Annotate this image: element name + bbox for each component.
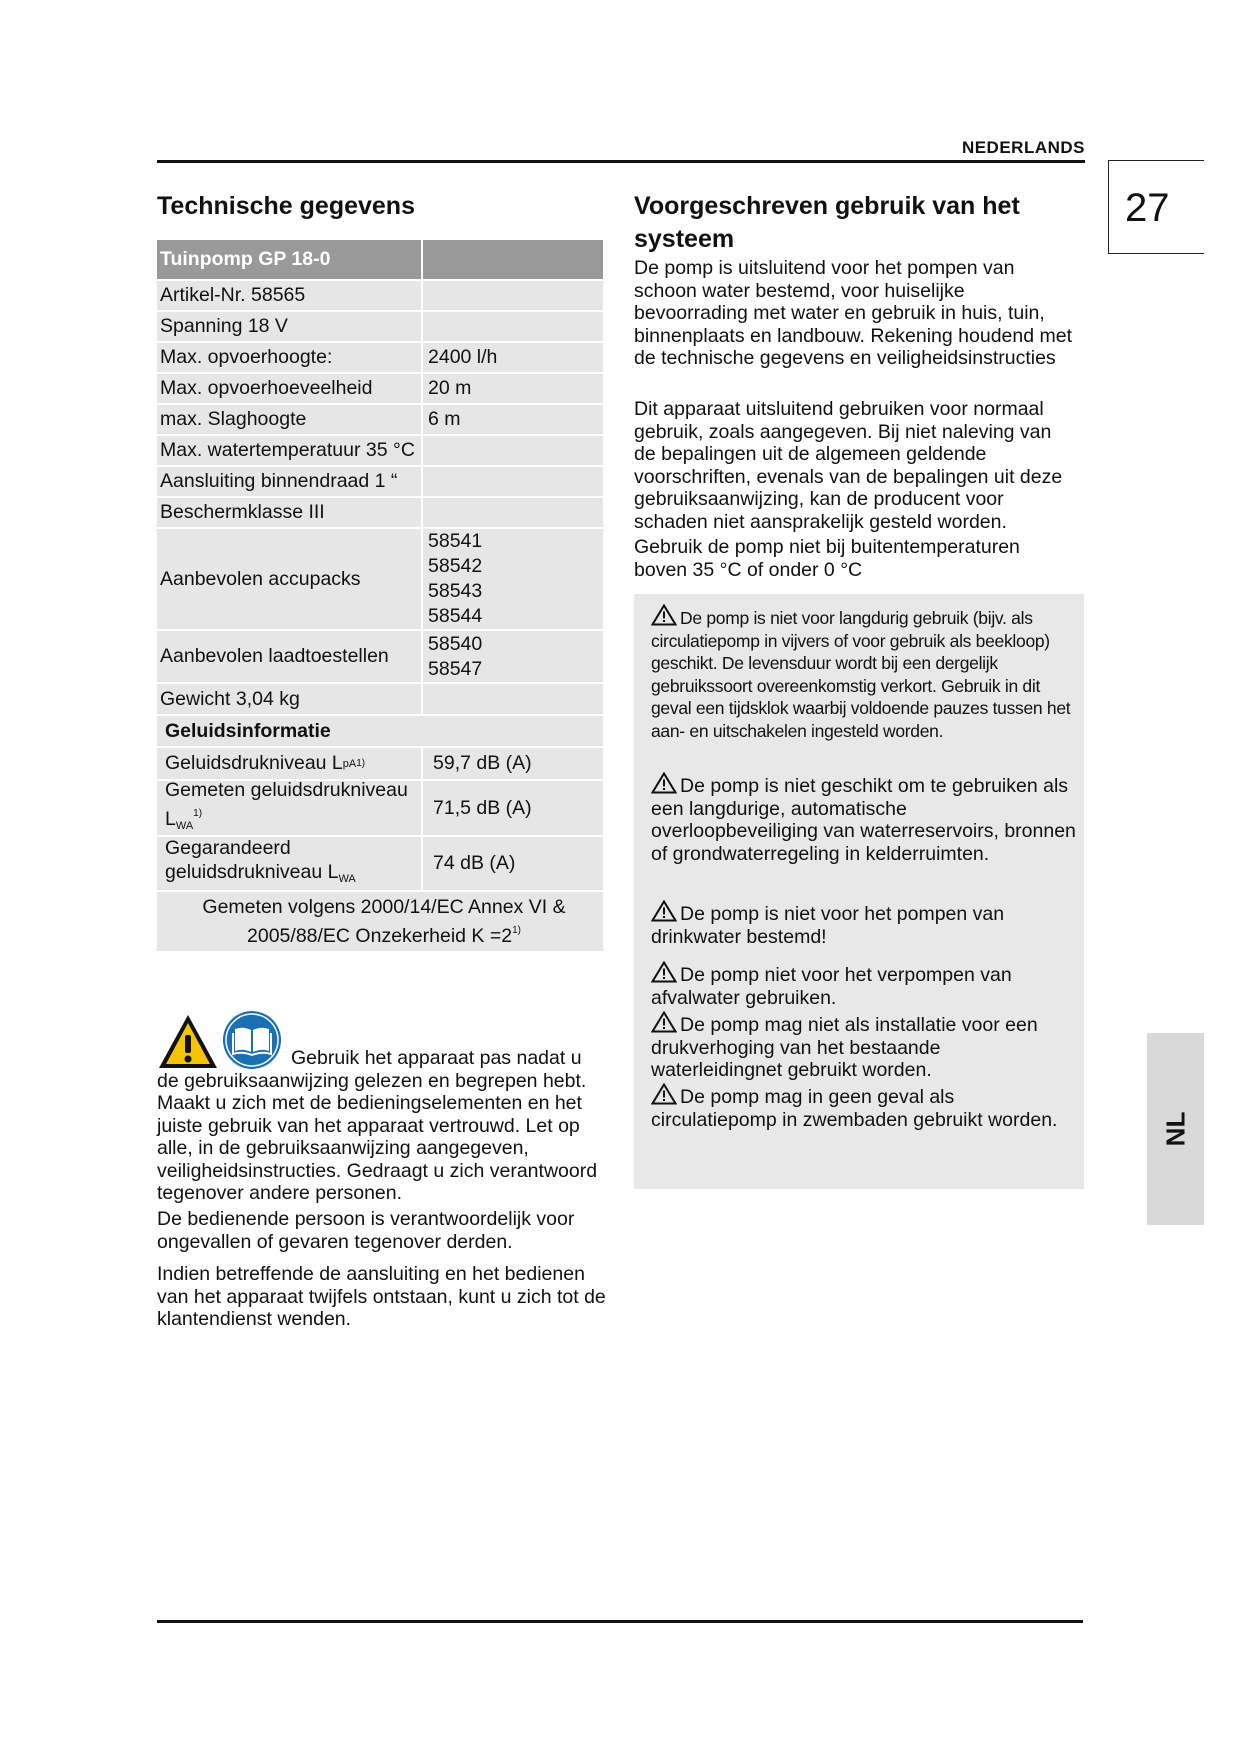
liability-paragraph: Dit apparaat uitsluitend gebruiken voor normaal gebruik, zoals aangegeven. Bij niet naleving van de bepalingen uit de algemeen geldende voorschriften, evenals van de bepalingen uit deze gebruiksaanwijzing, kan de producent voor schaden niet aansprakelijk gesteld worden. (634, 398, 1063, 533)
subscript: pA (342, 757, 357, 770)
table-row (157, 436, 603, 467)
usage-paragraph (157, 1047, 607, 1205)
footnote-marker: 1) (356, 758, 366, 769)
table-header-empty (421, 240, 603, 279)
table-row (157, 781, 603, 837)
usage-rest: de gebruiksaanwijzing gelezen en begrepen hebt. Maakt u zich met de bedieningselementen en het juiste gebruik van het apparaat vertrouwd. Let op alle, in de gebruiksaanwijzing aangegeven, veiligheidsinstructies. Gedraagt u zich verantwoord tegenover andere personen. (157, 1069, 598, 1204)
row-value: 59,7 dB (A) (421, 748, 603, 779)
usage-lead: Gebruik het apparaat pas nadat u (291, 1047, 582, 1069)
accupack-number: 58544 (428, 605, 483, 627)
row-label: Aanbevolen accupacks (160, 567, 361, 590)
notice-text: De pomp is niet voor langdurig gebruik (bijv. als circulatiepomp in vijvers of voor gebruik als beekloop) geschikt. De levensduur wordt bij een dergelijk gebruikssoort overeenkomstig verkort. Gebruik in dit geval een tijdsklok waarbij voldoende pauzes tussen het aan- en uitschakelen ingesteld worden. (651, 608, 1071, 741)
table-row (157, 467, 603, 498)
row-label: Aansluiting binnendraad 1 “ (160, 470, 398, 492)
subscript: WA (338, 873, 356, 885)
notice-text: De pomp mag in geen geval als circulatiepomp in zwembaden gebruikt worden. (651, 1086, 1058, 1131)
accupack-number: 58543 (428, 580, 483, 602)
notice-item (651, 961, 1076, 1009)
row-label: Aanbevolen laadtoestellen (160, 645, 389, 667)
table-row (157, 748, 603, 781)
customer-service-paragraph: Indien betreffende de aansluiting en het bedienen van het apparaat twijfels ontstaan, kunt u zich tot de klantendienst wenden. (157, 1263, 606, 1330)
row-label (157, 748, 421, 779)
charger-number: 58547 (428, 657, 483, 680)
notice-text: De pomp is niet geschikt om te gebruiken als een langdurige, automatische overloopbeveiliging van waterreservoirs, bronnen of grondwaterregeling in kelderruimten. (651, 775, 1076, 865)
intended-use-paragraph: De pomp is uitsluitend voor het pompen van schoon water bestemd, voor huiselijke bevoorrading met water en gebruik in huis, tuin, binnenplaats en landbouw. Rekening houdend met de technische gegevens en veiligheidsinstructies (634, 257, 1073, 369)
notice-text: De pomp mag niet als installatie voor een drukverhoging van het bestaande waterleidingnet gebruikt worden. (651, 1014, 1038, 1081)
notice-item (651, 1083, 1076, 1131)
table-footnote-row (157, 892, 603, 951)
guaranteed-level-label: Gegarandeerd (165, 837, 291, 859)
warning-triangle-icon (651, 1011, 677, 1033)
side-tab-label: NL (1160, 1111, 1190, 1147)
warning-triangle-icon (651, 772, 677, 794)
row-value: 2400 l/h (421, 343, 603, 372)
subscript: WA (175, 820, 194, 832)
row-label: max. Slaghoogte (160, 408, 307, 430)
warning-notice-box (634, 594, 1084, 1189)
table-row (157, 281, 603, 312)
table-row (157, 405, 603, 436)
row-value: 6 m (421, 405, 603, 434)
table-row (157, 312, 603, 343)
footnote-line2: 2005/88/EC Onzekerheid K =2 (247, 925, 513, 947)
accupack-number: 58542 (428, 555, 483, 577)
accupack-number: 58541 (428, 530, 483, 552)
warning-triangle-icon (651, 900, 677, 922)
page-number: 27 (1125, 186, 1170, 230)
row-value (421, 498, 603, 527)
table-row (157, 374, 603, 405)
table-row (157, 498, 603, 529)
table-row (157, 529, 603, 631)
technical-data-heading: Technische gegevens (157, 192, 415, 220)
row-value (421, 467, 603, 496)
row-label: Gewicht 3,04 kg (160, 687, 300, 710)
charger-list (421, 631, 603, 682)
footnote (157, 892, 603, 951)
language-header: NEDERLANDS (961, 138, 1085, 157)
row-label: Max. opvoerhoogte: (160, 346, 333, 368)
footnote-marker: 1) (193, 808, 203, 819)
table-row (157, 343, 603, 374)
row-value: 20 m (421, 374, 603, 403)
row-label: Max. watertemperatuur 35 °C (160, 439, 415, 461)
notice-text: De pomp is niet voor het pompen van drinkwater bestemd! (651, 903, 1005, 948)
row-value (421, 312, 603, 341)
sound-info-heading: Geluidsinformatie (165, 719, 331, 742)
table-title: Tuinpomp GP 18-0 (157, 240, 421, 279)
responsibility-paragraph: De bedienende persoon is verantwoordelijk voor ongevallen of gevaren tegenover derden. (157, 1208, 575, 1253)
row-label: Max. opvoerhoeveelheid (160, 377, 373, 399)
footnote-line1: Gemeten volgens 2000/14/EC Annex VI & (202, 896, 566, 918)
warning-triangle-icon (651, 604, 677, 626)
notice-item (651, 772, 1076, 865)
row-label: Spanning 18 V (160, 315, 288, 337)
row-value: 71,5 dB (A) (421, 781, 603, 835)
warning-triangle-icon (651, 1083, 677, 1105)
notice-item (651, 604, 1076, 742)
table-row (157, 837, 603, 892)
notice-item (651, 900, 1076, 948)
table-row (157, 716, 603, 748)
warning-triangle-icon (651, 961, 677, 983)
measured-level-label: Gemeten geluidsdrukniveau (165, 779, 408, 801)
row-value: 74 dB (A) (421, 837, 603, 890)
accupack-list (421, 529, 603, 629)
row-label (157, 837, 421, 890)
row-value (421, 684, 603, 714)
row-value (421, 281, 603, 310)
table-row (157, 684, 603, 716)
table-row (157, 631, 603, 684)
measured-level-label2: L (165, 808, 176, 830)
sound-pressure-label: Geluidsdrukniveau L (165, 752, 343, 774)
notice-item (651, 1011, 1076, 1082)
charger-number: 58540 (428, 632, 483, 655)
language-side-tab (1147, 1033, 1204, 1225)
top-rule (157, 160, 1085, 163)
temperature-paragraph: Gebruik de pomp niet bij buitentemperaturen boven 35 °C of onder 0 °C (634, 536, 1020, 581)
guaranteed-level-label2: geluidsdrukniveau L (165, 861, 339, 883)
notice-text: De pomp niet voor het verpompen van afvalwater gebruiken. (651, 964, 1012, 1009)
intended-use-heading: Voorgeschreven gebruik van het systeem (634, 192, 1020, 253)
row-label: Beschermklasse III (160, 501, 325, 523)
table-header-row (157, 240, 603, 281)
bottom-rule (157, 1620, 1083, 1623)
row-value (421, 436, 603, 465)
footnote-marker: 1) (512, 925, 521, 936)
row-label: Artikel-Nr. 58565 (160, 284, 306, 306)
row-label (157, 781, 421, 835)
spec-table (157, 240, 603, 951)
